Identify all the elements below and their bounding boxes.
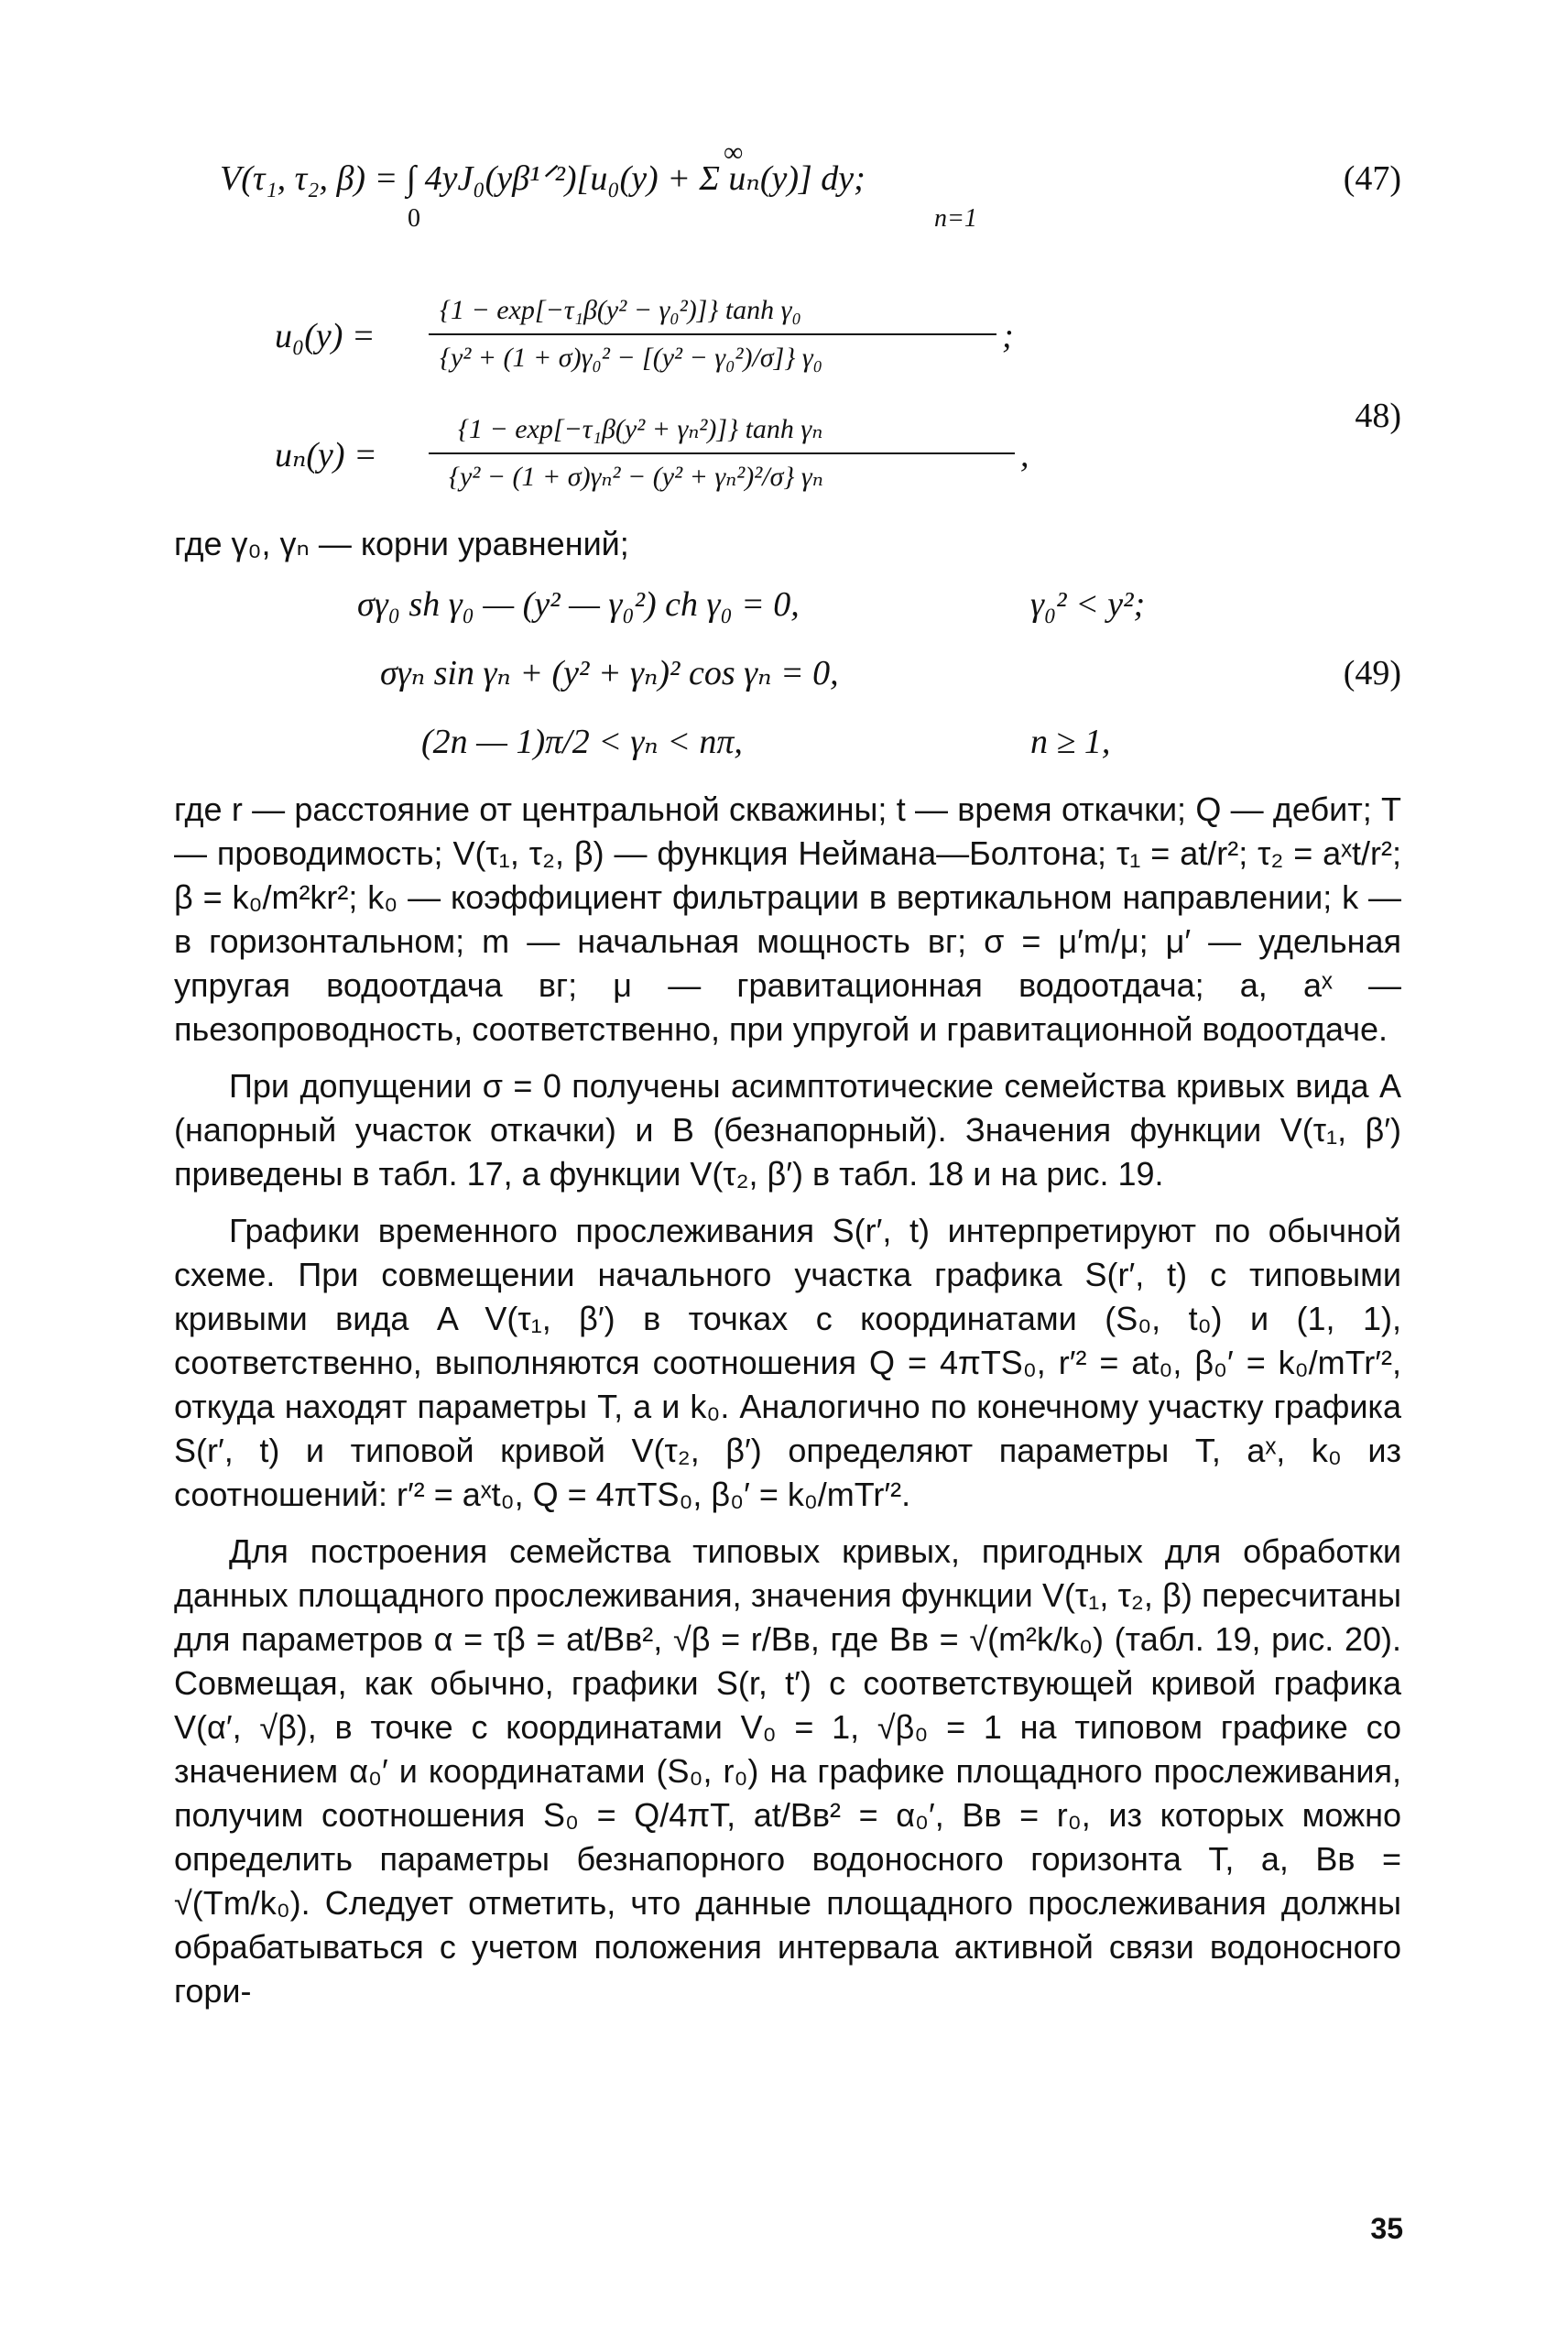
equation-47-sum-lower: n=1 <box>934 204 977 233</box>
roots-intro: где γ₀, γₙ — корни уравнений; <box>174 525 629 562</box>
equation-49a-body: σγ₀ sh γ₀ — (y² — γ₀²) ch γ₀ = 0, <box>357 585 800 624</box>
equation-48b-numerator: {1 − exp[−τ₁β(y² + γₙ²)]} tanh γₙ <box>458 414 823 444</box>
equation-48b-lhs: uₙ(y) = <box>275 436 377 474</box>
equation-47-upper-limit: ∞ <box>724 137 744 168</box>
equation-49b-body: σγₙ sin γₙ + (y² + γₙ)² cos γₙ = 0, <box>380 654 839 692</box>
equation-49-number: (49) <box>1343 654 1401 692</box>
equation-48a-tail: ; <box>1002 317 1014 355</box>
equation-48a <box>174 293 1401 385</box>
equation-49c-body: (2n — 1)π/2 < γₙ < nπ, <box>421 723 743 761</box>
paragraph-definitions: где r — расстояние от центральной скважины; t — время откачки; Q — дебит; T — проводимость; V(τ₁, τ₂, β) — функция Неймана—Болтона; τ₁ = at/r²; τ₂ = aˣt/r²; β = k₀/m²kr²; k₀ — коэффициент фильтрации в вертикальном направлении; k — в горизонтальном; m — начальная мощность вг; σ = μ′m/μ; μ′ — удельная упругая водоотдача вг; μ — гравитационная водоотдача; a, aˣ — пьезопроводность, соответственно, при упругой и гравитационной водоотдаче. <box>174 790 1401 1048</box>
equation-48b <box>174 412 1401 504</box>
equation-49a-condition: γ₀² < y²; <box>1030 585 1146 624</box>
equation-48a-numerator: {1 − exp[−τ₁β(y² − γ₀²)]} tanh γ₀ <box>440 295 801 325</box>
equation-47-number: (47) <box>1343 159 1401 198</box>
equation-47-integral-lower: 0 <box>408 204 420 233</box>
body-text <box>174 788 1401 2013</box>
page-number: 35 <box>1370 2212 1403 2245</box>
equation-48b-denominator: {y² − (1 + σ)γₙ² − (y² + γₙ²)²/σ} γₙ <box>449 462 823 492</box>
paragraph-asymptotic: При допущении σ = 0 получены асимптотические семейства кривых вида A (напорный участок откачки) и B (безнапорный). Значения функции V(τ₁, β′) приведены в табл. 17, а функции V(τ₂, β′) в табл. 18 и на рис. 19. <box>174 1067 1401 1193</box>
paragraph-time-tracking: Графики временного прослеживания S(r′, t) интерпретируют по обычной схеме. При совмещении начального участка графика S(r′, t) с типовыми кривыми вида A V(τ₁, β′) в точках с координатами (S₀, t₀) и (1, 1), соответственно, выполняются соотношения Q = 4πTS₀, r′² = at₀, β₀′ = k₀/mTr′², откуда находят параметры T, a и k₀. Аналогично по конечному участку графика S(r′, t) и типовой кривой V(τ₂, β′) определяют параметры T, aˣ, k₀ из соотношений: r′² = aˣt₀, Q = 4πTS₀, β₀′ = k₀/mTr′². <box>174 1212 1401 1513</box>
equation-48a-denominator: {y² + (1 + σ)γ₀² − [(y² − γ₀²)/σ]} γ₀ <box>440 343 823 373</box>
equation-48-number: 48) <box>1355 397 1401 435</box>
equation-48a-lhs: u₀(y) = <box>275 317 376 355</box>
paragraph-areal-tracking: Для построения семейства типовых кривых, пригодных для обработки данных площадного прослеживания, значения функции V(τ₁, τ₂, β) пересчитаны для параметров α = τβ = at/Bв², √β = r/Bв, где Bв = √(m²k/k₀) (табл. 19, рис. 20). Совмещая, как обычно, графики S(r, t′) с соответствующей кривой графика V(α′, √β), в точке с координатами V₀ = 1, √β₀ = 1 на типовом графике со значением α₀′ и координатами (S₀, r₀) на графике площадного прослеживания, получим соотношения S₀ = Q/4πT, at/Bв² = α₀′, Bв = r₀, из которых можно определить параметры безнапорного водоносного горизонта T, a, Bв = √(Tm/k₀). Следует отметить, что данные площадного прослеживания должны обрабатываться с учетом положения интервала активной связи водоносного гори- <box>174 1532 1401 2010</box>
equation-49c-condition: n ≥ 1, <box>1030 723 1111 761</box>
equation-48b-tail: , <box>1020 436 1029 474</box>
equation-47-body: V(τ₁, τ₂, β) = ∫ 4yJ₀(yβ¹ᐟ²)[u₀(y) + Σ uₙ(y)] dy; <box>220 159 866 198</box>
